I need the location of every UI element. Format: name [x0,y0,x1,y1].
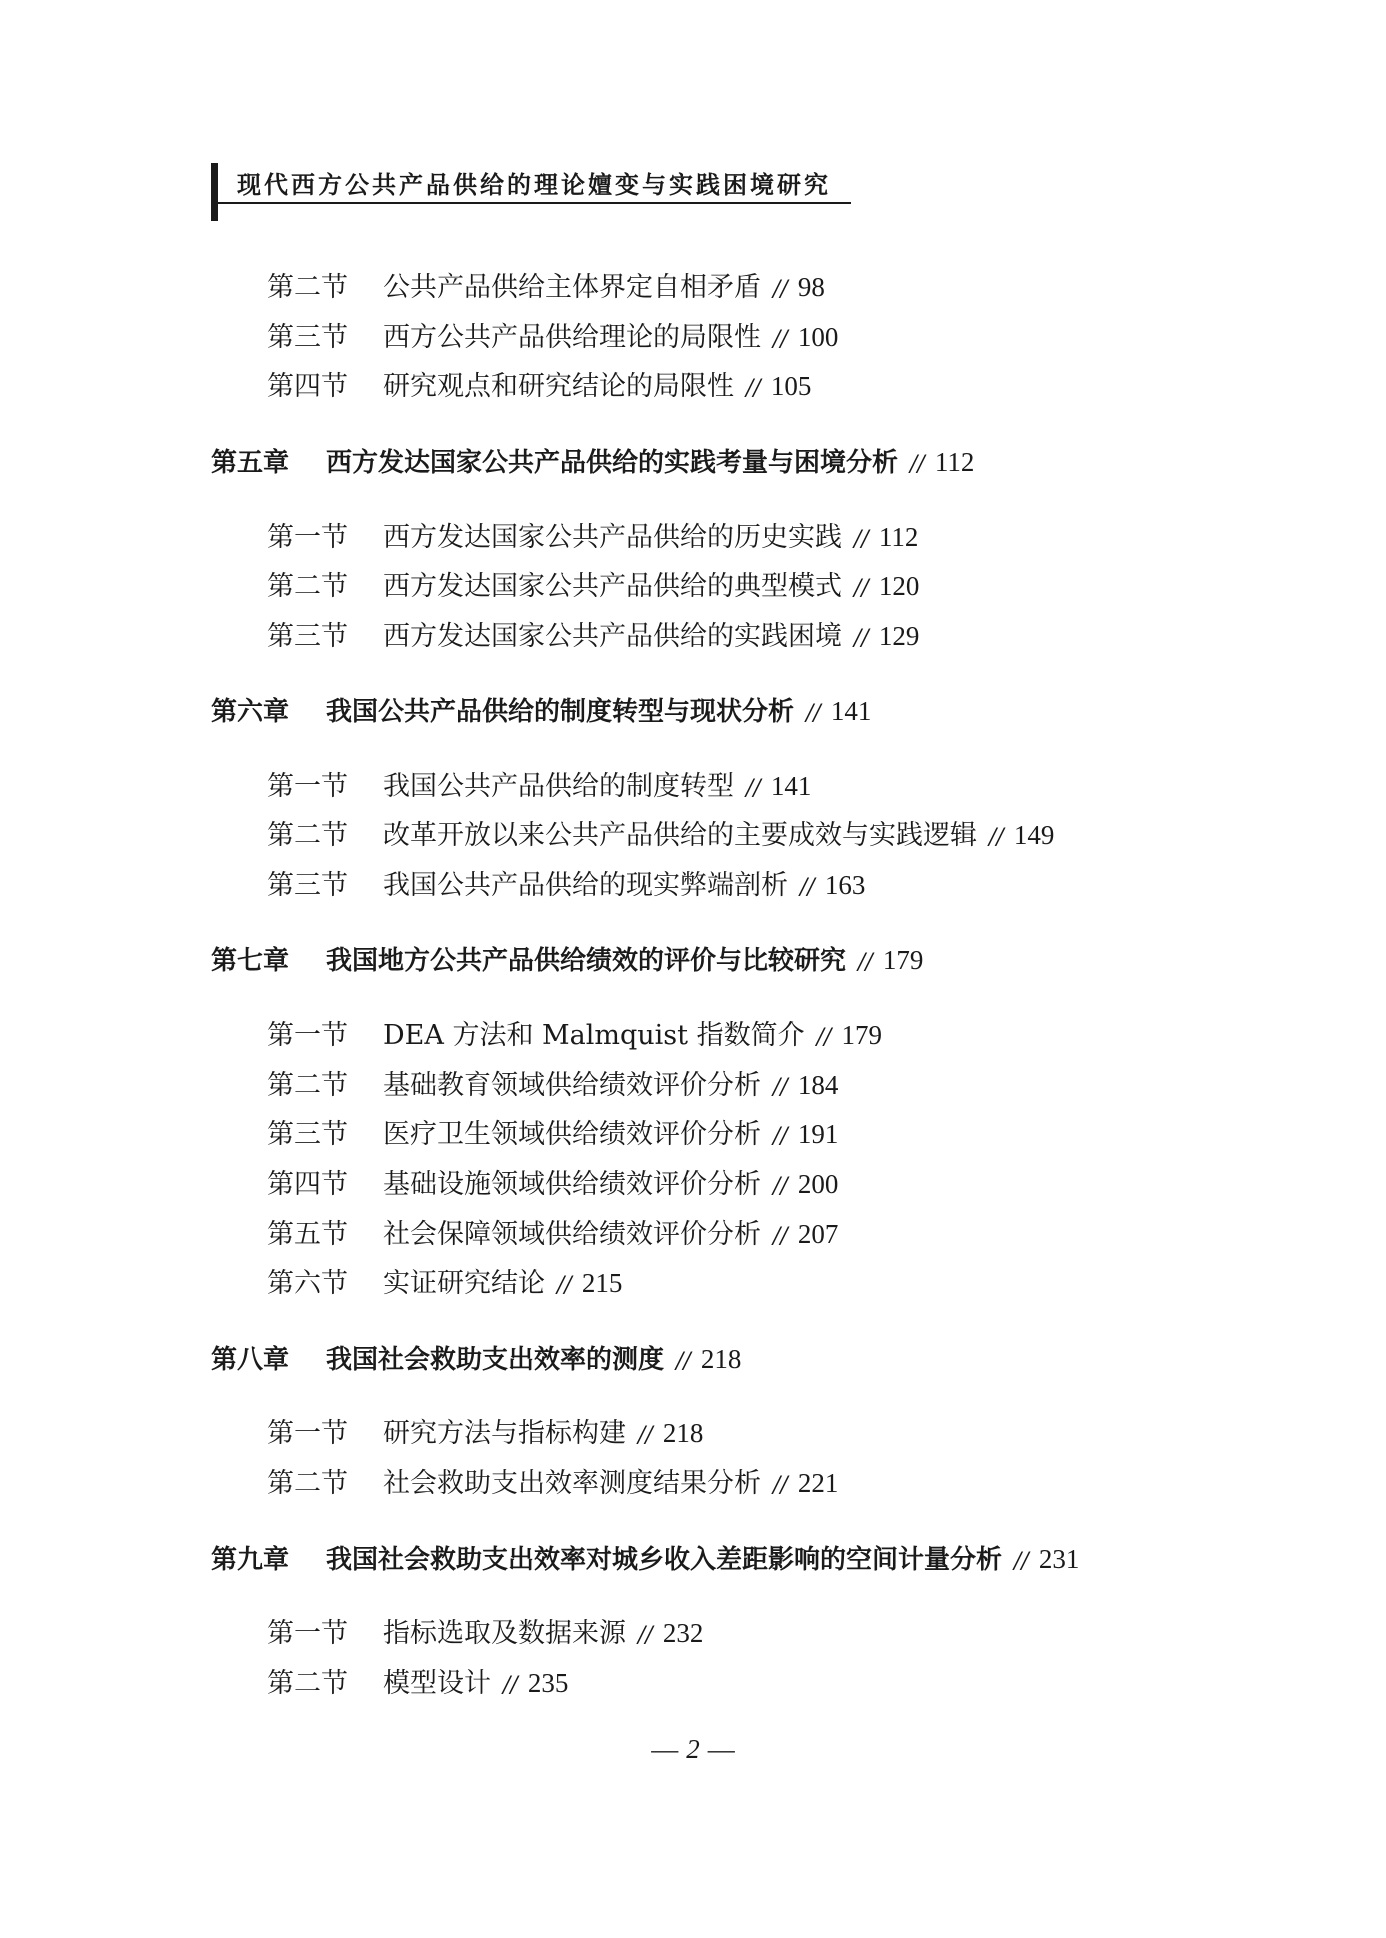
page-ref: 149 [1013,820,1055,850]
page-separator: // [854,626,869,651]
section-title: 社会保障领域供给绩效评价分析 [383,1219,761,1250]
page-separator: // [854,527,869,552]
toc-section[interactable] [267,573,919,600]
section-label: 第六节 [267,1268,348,1299]
section-label: 第一节 [267,522,348,553]
section-label: 第一节 [267,1020,348,1051]
section-title: 改革开放以来公共产品供给的主要成效与实践逻辑 [383,820,977,851]
section-label: 第二节 [267,1468,348,1499]
page-ref: 200 [797,1169,839,1199]
page-ref: 215 [581,1268,623,1298]
section-title: 西方公共产品供给理论的局限性 [383,322,761,353]
section-title: 研究观点和研究结论的局限性 [383,371,734,402]
toc-chapter[interactable] [211,1346,741,1373]
section-label: 第二节 [267,272,348,303]
section-title: 基础教育领域供给绩效评价分析 [383,1070,761,1101]
page-number-dash: — [707,1734,735,1764]
page-separator: // [773,1075,788,1100]
toc-chapter[interactable] [211,947,923,974]
page-ref: 120 [878,571,920,601]
page-separator: // [638,1423,653,1448]
section-label: 第三节 [267,322,348,353]
toc-chapter[interactable] [211,449,974,476]
section-label: 第二节 [267,1070,348,1101]
page-ref: 141 [830,696,872,726]
running-header [211,163,851,221]
page-separator: // [773,1124,788,1149]
page-ref: 112 [934,447,975,477]
chapter-label: 第六章 [211,697,290,727]
chapter-label: 第九章 [211,1545,290,1575]
section-label: 第一节 [267,1418,348,1449]
toc-section[interactable] [267,1121,838,1148]
toc-section[interactable] [267,773,811,800]
chapter-label: 第八章 [211,1345,290,1375]
toc-section[interactable] [267,872,865,899]
section-title: DEA 方法和 Malmquist 指数简介 [383,1020,805,1051]
toc-section[interactable] [267,1270,622,1297]
page-separator: // [746,376,761,401]
page-separator: // [773,1224,788,1249]
toc-section[interactable] [267,1171,838,1198]
section-label: 第五节 [267,1219,348,1250]
page-ref: 179 [882,945,924,975]
page-number-footer [0,1734,1386,1765]
page-ref: 218 [700,1344,742,1374]
section-title: 基础设施领域供给绩效评价分析 [383,1169,761,1200]
section-title: 我国公共产品供给的现实弊端剖析 [383,870,788,901]
page-separator: // [910,452,925,477]
section-title: 医疗卫生领域供给绩效评价分析 [383,1119,761,1150]
page-ref: 221 [797,1468,839,1498]
page-separator: // [800,875,815,900]
section-title: 我国公共产品供给的制度转型 [383,771,734,802]
section-label: 第二节 [267,820,348,851]
section-title: 西方发达国家公共产品供给的典型模式 [383,571,842,602]
page-ref: 105 [770,371,812,401]
section-title: 公共产品供给主体界定自相矛盾 [383,272,761,303]
page-ref: 179 [841,1020,882,1050]
page-separator: // [806,701,821,726]
page-separator: // [858,950,873,975]
toc-section[interactable] [267,1022,882,1049]
page-ref: 218 [662,1418,704,1448]
section-label: 第三节 [267,621,348,652]
toc-section[interactable] [267,1420,703,1447]
chapter-label: 第五章 [211,448,290,478]
section-label: 第二节 [267,1668,348,1699]
page-separator: // [557,1273,572,1298]
page-ref: 100 [797,322,839,352]
header-bar [211,163,218,221]
section-label: 第三节 [267,1119,348,1150]
page-separator: // [773,327,788,352]
toc-section[interactable] [267,623,919,650]
page-separator: // [1014,1549,1029,1574]
page-ref: 231 [1038,1544,1080,1574]
section-label: 第一节 [267,1618,348,1649]
chapter-title: 我国公共产品供给的制度转型与现状分析 [326,697,795,727]
page-ref: 141 [770,771,812,801]
toc-chapter[interactable] [211,1546,1079,1573]
toc-section[interactable] [267,1072,838,1099]
page-ref: 112 [878,522,919,552]
page-separator: // [989,825,1004,850]
chapter-title: 我国地方公共产品供给绩效的评价与比较研究 [326,946,847,976]
page-ref: 163 [824,870,866,900]
header-rule [218,202,851,204]
page-separator: // [503,1673,518,1698]
chapter-title: 我国社会救助支出效率的测度 [326,1345,665,1375]
page-ref: 184 [797,1070,839,1100]
page-ref: 232 [662,1618,704,1648]
page-ref: 235 [527,1668,569,1698]
toc-section[interactable] [267,822,1054,849]
page-separator: // [746,776,761,801]
page-ref: 129 [878,621,920,651]
page-separator: // [773,277,788,302]
page-number-dash: — [651,1734,679,1764]
section-label: 第一节 [267,771,348,802]
toc-section[interactable] [267,274,825,301]
chapter-title: 我国社会救助支出效率对城乡收入差距影响的空间计量分析 [326,1545,1003,1575]
toc-section[interactable] [267,524,918,551]
section-title: 实证研究结论 [383,1268,545,1299]
page-ref: 191 [797,1119,839,1149]
page-separator: // [773,1473,788,1498]
toc-chapter[interactable] [211,698,871,725]
toc-section[interactable] [267,1670,568,1697]
toc-section[interactable] [267,373,811,400]
page-separator: // [676,1349,691,1374]
section-title: 社会救助支出效率测度结果分析 [383,1468,761,1499]
section-title: 西方发达国家公共产品供给的历史实践 [383,522,842,553]
section-title: 西方发达国家公共产品供给的实践困境 [383,621,842,652]
page-separator: // [773,1174,788,1199]
page-number: 2 [686,1734,700,1764]
page-separator: // [854,576,869,601]
toc-section[interactable] [267,1470,838,1497]
section-title: 研究方法与指标构建 [383,1418,626,1449]
section-label: 第二节 [267,571,348,602]
chapter-title: 西方发达国家公共产品供给的实践考量与困境分析 [326,448,899,478]
page-ref: 207 [797,1219,839,1249]
toc-section[interactable] [267,324,838,351]
book-title: 现代西方公共产品供给的理论嬗变与实践困境研究 [237,171,831,199]
page-ref: 98 [797,272,825,302]
chapter-label: 第七章 [211,946,290,976]
section-title: 模型设计 [383,1668,491,1699]
page-separator: // [638,1623,653,1648]
section-title: 指标选取及数据来源 [383,1618,626,1649]
toc-section[interactable] [267,1221,838,1248]
page-separator: // [816,1025,832,1050]
section-label: 第四节 [267,371,348,402]
section-label: 第三节 [267,870,348,901]
toc-section[interactable] [267,1620,703,1647]
section-label: 第四节 [267,1169,348,1200]
